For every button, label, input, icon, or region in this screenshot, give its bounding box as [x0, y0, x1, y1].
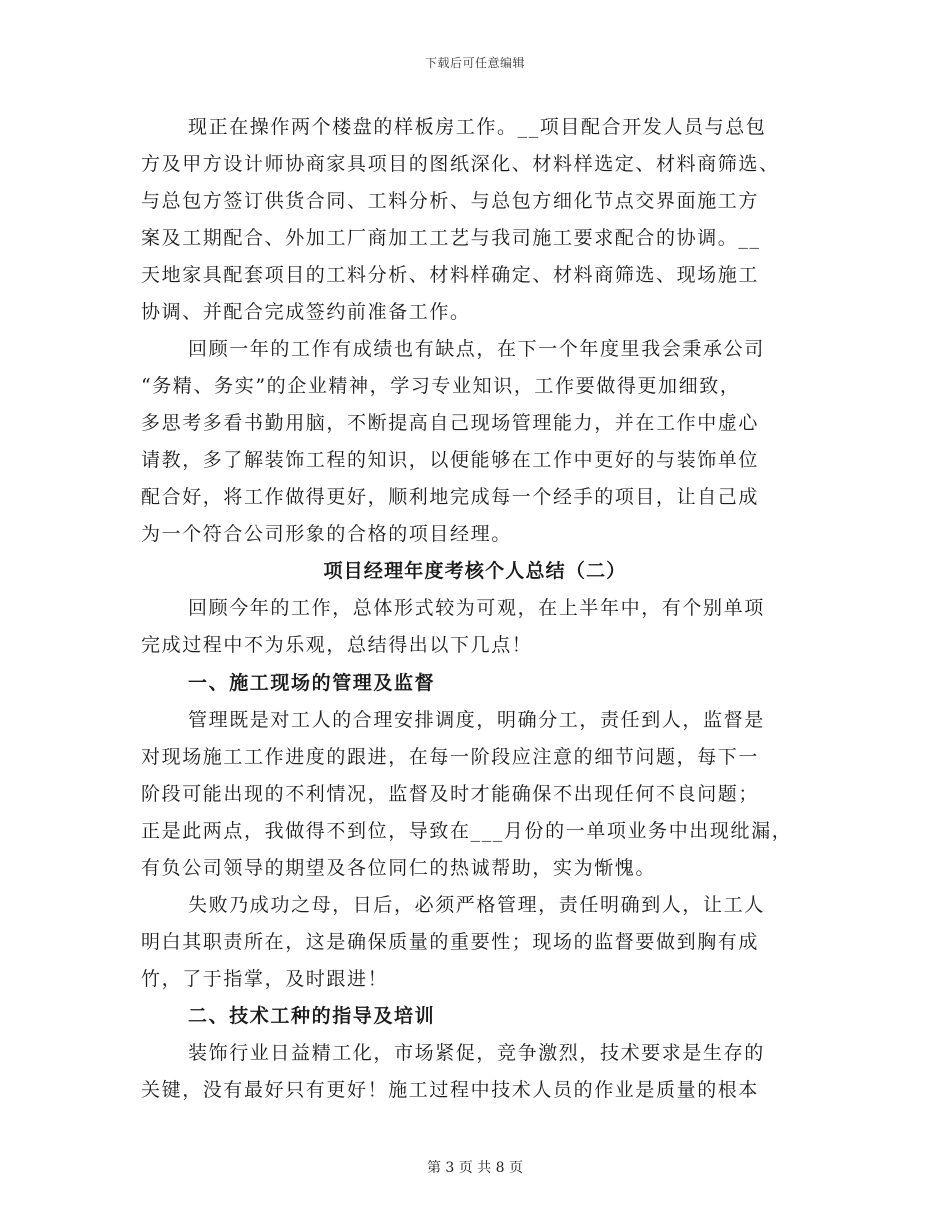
paragraph-line: 现正在操作两个楼盘的样板房工作。__项目配合开发人员与总包: [188, 116, 767, 138]
paragraph-line: 为一个符合公司形象的合格的项目经理。: [141, 523, 512, 545]
paragraph-line: 方及甲方设计师协商家具项目的图纸深化、材料样选定、材料商筛选、: [141, 153, 780, 175]
paragraph-line: 失败乃成功之母，日后，必须严格管理，责任明确到人，让工人: [188, 894, 765, 916]
paragraph-line: 配合好，将工作做得更好，顺利地完成每一个经手的项目，让自己成: [141, 486, 760, 508]
paragraph-line: 请教，多了解装饰工程的知识，以便能够在工作中更好的与装饰单位: [141, 449, 760, 471]
paragraph-line: 多思考多看书勤用脑，不断提高自己现场管理能力，并在工作中虚心: [141, 412, 760, 434]
paragraph-line: 关键，没有最好只有更好！施工过程中技术人员的作业是质量的根本: [141, 1079, 760, 1101]
paragraph-line: “务精、务实”的企业精神，学习专业知识，工作要做得更加细致，: [141, 375, 741, 397]
page-header-note: 下载后可任意编辑: [424, 56, 525, 70]
paragraph-line: 有负公司领导的期望及各位同仁的热诚帮助，实为惭愧。: [141, 857, 657, 879]
subsection-heading: 二、技术工种的指导及培训: [188, 1005, 436, 1027]
paragraph-line: 装饰行业日益精工化，市场紧促，竞争激烈，技术要求是生存的: [188, 1042, 765, 1064]
paragraph-line: 管理既是对工人的合理安排调度，明确分工，责任到人，监督是: [188, 709, 765, 731]
paragraph-line: 案及工期配合、外加工厂商加工工艺与我司施工要求配合的协调。__: [141, 227, 761, 249]
page-footer-number: 第 3 页 共 8 页: [426, 1160, 524, 1176]
paragraph-line: 回顾一年的工作有成绩也有缺点，在下一个年度里我会秉承公司: [188, 338, 765, 360]
paragraph-line: 协调、并配合完成签约前准备工作。: [141, 301, 471, 323]
paragraph-line: 完成过程中不为乐观，总结得出以下几点！: [141, 634, 533, 656]
paragraph-line: 阶段可能出现的不利情况，监督及时才能确保不出现任何不良问题；: [141, 783, 760, 805]
subsection-heading: 一、施工现场的管理及监督: [188, 672, 436, 694]
paragraph-line: 明白其职责所在，这是确保质量的重要性；现场的监督要做到胸有成: [141, 931, 760, 953]
section-title: 项目经理年度考核个人总结（二）: [323, 560, 627, 582]
paragraph-line: 天地家具配套项目的工料分析、材料样确定、材料商筛选、现场施工: [141, 264, 760, 286]
paragraph-line: 正是此两点，我做得不到位，导致在___月份的一单项业务中出现纰漏，: [141, 820, 793, 842]
paragraph-line: 回顾今年的工作，总体形式较为可观，在上半年中，有个别单项: [188, 597, 765, 619]
paragraph-line: 对现场施工工作进度的跟进，在每一阶段应注意的细节问题，每下一: [141, 746, 760, 768]
paragraph-line: 竹，了于指掌，及时跟进！: [141, 968, 389, 990]
paragraph-line: 与总包方签订供货合同、工料分析、与总包方细化节点交界面施工方: [141, 190, 760, 212]
